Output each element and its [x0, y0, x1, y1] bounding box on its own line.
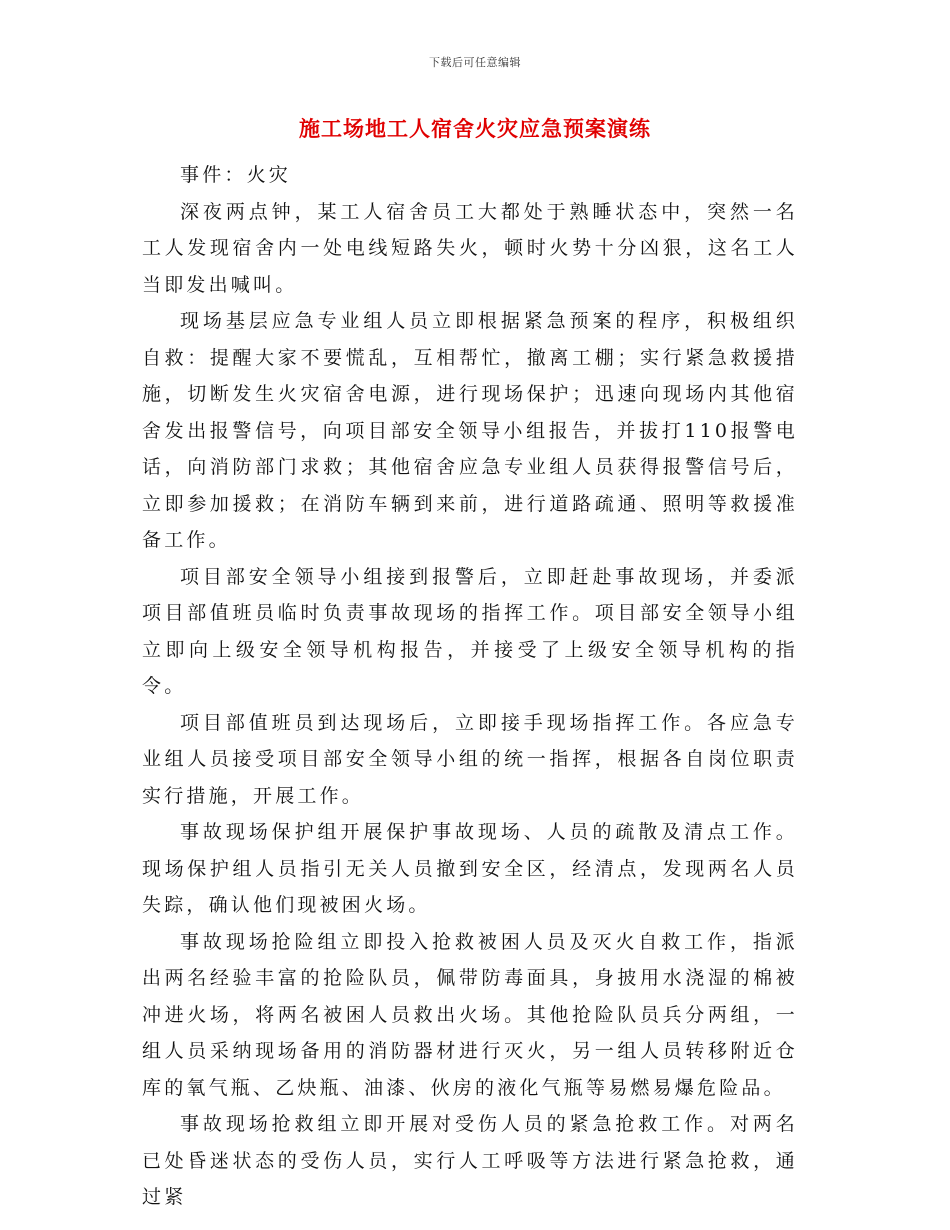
paragraph: 项目部安全领导小组接到报警后，立即赶赴事故现场，并委派项目部值班员临时负责事故现场的指挥工作。项目部安全领导小组立即向上级安全领导机构报告，并接受了上级安全领导机构的指令。: [142, 565, 798, 697]
paragraph: 项目部值班员到达现场后，立即接手现场指挥工作。各应急专业组人员接受项目部安全领导小组的统一指挥，根据各自岗位职责实行措施，开展工作。: [142, 711, 798, 807]
paragraph-event: 事件：火灾: [180, 164, 292, 186]
header-note: 下载后可任意编辑: [429, 56, 521, 69]
paragraph: 事故现场抢救组立即开展对受伤人员的紧急抢救工作。对两名已处昏迷状态的受伤人员，实行人工呼吸等方法进行紧急抢救，通过紧: [142, 1113, 798, 1208]
paragraph: 深夜两点钟，某工人宿舍员工大都处于熟睡状态中，突然一名工人发现宿舍内一处电线短路失火，顿时火势十分凶狠，这名工人当即发出喊叫。: [142, 200, 798, 296]
paragraph: 事故现场保护组开展保护事故现场、人员的疏散及清点工作。现场保护组人员指引无关人员撤到安全区，经清点，发现两名人员失踪，确认他们现被困火场。: [142, 821, 798, 916]
document-title: 施工场地工人宿舍火灾应急预案演练: [299, 116, 651, 141]
paragraph: 现场基层应急专业组人员立即根据紧急预案的程序，积极组织自救：提醒大家不要慌乱，互相帮忙，撤离工棚；实行紧急救援措施，切断发生火灾宿舍电源，进行现场保护；迅速向现场内其他宿舍发出报警信号，向项目部安全领导小组报告，并拔打110报警电话，向消防部门求救；其他宿舍应急专业组人员获得报警信号后，立即参加援救；在消防车辆到来前，进行道路疏通、照明等救援准备工作。: [142, 310, 798, 551]
paragraph: 事故现场抢险组立即投入抢救被困人员及灭火自救工作，指派出两名经验丰富的抢险队员，佩带防毒面具，身披用水浇湿的棉被冲进火场，将两名被困人员救出火场。其他抢险队员兵分两组，一组人员采纳现场备用的消防器材进行灭火，另一组人员转移附近仓库的氧气瓶、乙炔瓶、油漆、伙房的液化气瓶等易燃易爆危险品。: [142, 930, 798, 1099]
document-body: [142, 157, 798, 1216]
